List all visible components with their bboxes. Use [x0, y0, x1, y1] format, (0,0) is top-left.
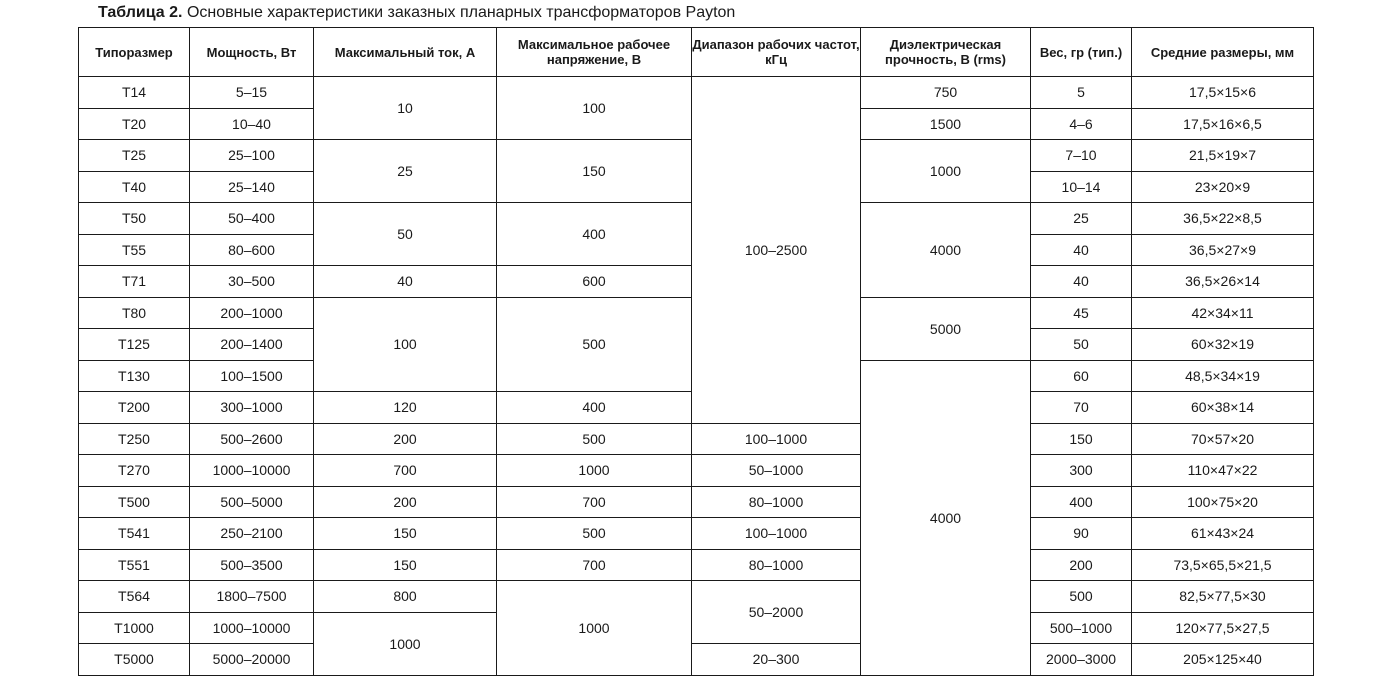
cell-weight: 40 [1031, 234, 1132, 266]
cell-max-voltage: 1000 [497, 581, 692, 676]
cell-max-current: 50 [314, 203, 497, 266]
cell-dimensions: 110×47×22 [1132, 455, 1314, 487]
cell-weight: 500 [1031, 581, 1132, 613]
cell-power: 10–40 [190, 108, 314, 140]
cell-dielectric-strength: 750 [861, 77, 1031, 109]
cell-size: T20 [79, 108, 190, 140]
cell-max-voltage: 400 [497, 203, 692, 266]
cell-frequency-range: 100–1000 [692, 518, 861, 550]
header-dielectric-strength: Диэлектрическая прочность, В (rms) [861, 28, 1031, 77]
cell-dielectric-strength: 4000 [861, 360, 1031, 675]
cell-dimensions: 100×75×20 [1132, 486, 1314, 518]
cell-dielectric-strength: 1500 [861, 108, 1031, 140]
cell-weight: 200 [1031, 549, 1132, 581]
cell-max-current: 800 [314, 581, 497, 613]
cell-dielectric-strength: 4000 [861, 203, 1031, 298]
cell-dielectric-strength: 5000 [861, 297, 1031, 360]
cell-size: T541 [79, 518, 190, 550]
header-max-voltage: Максимальное рабочее напряжение, В [497, 28, 692, 77]
table-row [79, 644, 1314, 676]
cell-max-voltage: 600 [497, 266, 692, 298]
cell-dimensions: 17,5×16×6,5 [1132, 108, 1314, 140]
cell-max-current: 200 [314, 423, 497, 455]
cell-dielectric-strength: 1000 [861, 140, 1031, 203]
cell-dimensions: 120×77,5×27,5 [1132, 612, 1314, 644]
cell-dimensions: 48,5×34×19 [1132, 360, 1314, 392]
table-header [79, 28, 1314, 77]
cell-weight: 90 [1031, 518, 1132, 550]
cell-power: 500–2600 [190, 423, 314, 455]
table-caption-label: Таблица 2. [98, 4, 183, 21]
cell-power: 5–15 [190, 77, 314, 109]
cell-frequency-range: 20–300 [692, 644, 861, 676]
cell-weight: 10–14 [1031, 171, 1132, 203]
cell-weight: 7–10 [1031, 140, 1132, 172]
cell-power: 30–500 [190, 266, 314, 298]
table-row [79, 486, 1314, 518]
cell-size: T200 [79, 392, 190, 424]
cell-max-current: 25 [314, 140, 497, 203]
cell-dimensions: 61×43×24 [1132, 518, 1314, 550]
cell-max-current: 10 [314, 77, 497, 140]
cell-size: T250 [79, 423, 190, 455]
cell-max-current: 150 [314, 518, 497, 550]
table-row [79, 581, 1314, 613]
cell-power: 5000–20000 [190, 644, 314, 676]
cell-size: T130 [79, 360, 190, 392]
cell-frequency-range: 80–1000 [692, 486, 861, 518]
cell-power: 80–600 [190, 234, 314, 266]
table-row [79, 77, 1314, 109]
cell-weight: 50 [1031, 329, 1132, 361]
cell-size: T80 [79, 297, 190, 329]
header-row [79, 28, 1314, 77]
cell-size: T5000 [79, 644, 190, 676]
cell-size: T14 [79, 77, 190, 109]
cell-power: 100–1500 [190, 360, 314, 392]
cell-size: T270 [79, 455, 190, 487]
cell-power: 300–1000 [190, 392, 314, 424]
cell-frequency-range: 50–2000 [692, 581, 861, 644]
cell-size: T50 [79, 203, 190, 235]
header-frequency-range: Диапазон рабочих частот, кГц [692, 28, 861, 77]
table-body [79, 77, 1314, 676]
cell-dimensions: 36,5×22×8,5 [1132, 203, 1314, 235]
cell-weight: 40 [1031, 266, 1132, 298]
cell-weight: 4–6 [1031, 108, 1132, 140]
table-caption [98, 2, 735, 24]
cell-weight: 5 [1031, 77, 1132, 109]
cell-power: 25–100 [190, 140, 314, 172]
cell-weight: 60 [1031, 360, 1132, 392]
header-power: Мощность, Вт [190, 28, 314, 77]
cell-dimensions: 60×38×14 [1132, 392, 1314, 424]
cell-power: 1800–7500 [190, 581, 314, 613]
cell-power: 1000–10000 [190, 612, 314, 644]
cell-power: 1000–10000 [190, 455, 314, 487]
cell-size: T564 [79, 581, 190, 613]
cell-max-voltage: 150 [497, 140, 692, 203]
cell-dimensions: 82,5×77,5×30 [1132, 581, 1314, 613]
cell-size: T500 [79, 486, 190, 518]
table-row [79, 518, 1314, 550]
cell-dimensions: 36,5×27×9 [1132, 234, 1314, 266]
table-caption-title: Основные характеристики заказных планарных трансформаторов Payton [186, 4, 736, 21]
cell-weight: 300 [1031, 455, 1132, 487]
cell-size: T551 [79, 549, 190, 581]
cell-max-current: 700 [314, 455, 497, 487]
cell-size: T71 [79, 266, 190, 298]
cell-weight: 500–1000 [1031, 612, 1132, 644]
cell-size: T125 [79, 329, 190, 361]
cell-power: 500–5000 [190, 486, 314, 518]
cell-weight: 400 [1031, 486, 1132, 518]
cell-frequency-range: 100–2500 [692, 77, 861, 424]
header-weight: Вес, гр (тип.) [1031, 28, 1132, 77]
cell-frequency-range: 80–1000 [692, 549, 861, 581]
cell-dimensions: 17,5×15×6 [1132, 77, 1314, 109]
cell-dimensions: 73,5×65,5×21,5 [1132, 549, 1314, 581]
cell-power: 250–2100 [190, 518, 314, 550]
cell-max-voltage: 100 [497, 77, 692, 140]
cell-power: 500–3500 [190, 549, 314, 581]
cell-dimensions: 23×20×9 [1132, 171, 1314, 203]
cell-frequency-range: 100–1000 [692, 423, 861, 455]
cell-max-current: 40 [314, 266, 497, 298]
cell-max-voltage: 700 [497, 486, 692, 518]
cell-max-current: 120 [314, 392, 497, 424]
cell-size: T1000 [79, 612, 190, 644]
cell-max-current: 1000 [314, 612, 497, 675]
cell-max-voltage: 500 [497, 518, 692, 550]
cell-weight: 45 [1031, 297, 1132, 329]
cell-power: 200–1000 [190, 297, 314, 329]
cell-max-voltage: 700 [497, 549, 692, 581]
cell-weight: 150 [1031, 423, 1132, 455]
cell-power: 50–400 [190, 203, 314, 235]
header-max-current: Максимальный ток, А [314, 28, 497, 77]
header-size: Типоразмер [79, 28, 190, 77]
cell-frequency-range: 50–1000 [692, 455, 861, 487]
cell-max-current: 150 [314, 549, 497, 581]
cell-size: T40 [79, 171, 190, 203]
cell-dimensions: 21,5×19×7 [1132, 140, 1314, 172]
table-row [79, 423, 1314, 455]
cell-size: T25 [79, 140, 190, 172]
cell-max-current: 100 [314, 297, 497, 392]
table-row [79, 455, 1314, 487]
cell-weight: 2000–3000 [1031, 644, 1132, 676]
cell-power: 25–140 [190, 171, 314, 203]
cell-dimensions: 70×57×20 [1132, 423, 1314, 455]
header-dimensions: Средние размеры, мм [1132, 28, 1314, 77]
cell-dimensions: 36,5×26×14 [1132, 266, 1314, 298]
cell-weight: 25 [1031, 203, 1132, 235]
cell-max-voltage: 400 [497, 392, 692, 424]
cell-max-voltage: 500 [497, 297, 692, 392]
cell-power: 200–1400 [190, 329, 314, 361]
cell-dimensions: 42×34×11 [1132, 297, 1314, 329]
cell-dimensions: 60×32×19 [1132, 329, 1314, 361]
cell-max-current: 200 [314, 486, 497, 518]
cell-max-voltage: 500 [497, 423, 692, 455]
cell-max-voltage: 1000 [497, 455, 692, 487]
cell-weight: 70 [1031, 392, 1132, 424]
transformer-spec-table [78, 27, 1314, 676]
cell-size: T55 [79, 234, 190, 266]
cell-dimensions: 205×125×40 [1132, 644, 1314, 676]
table-row [79, 549, 1314, 581]
